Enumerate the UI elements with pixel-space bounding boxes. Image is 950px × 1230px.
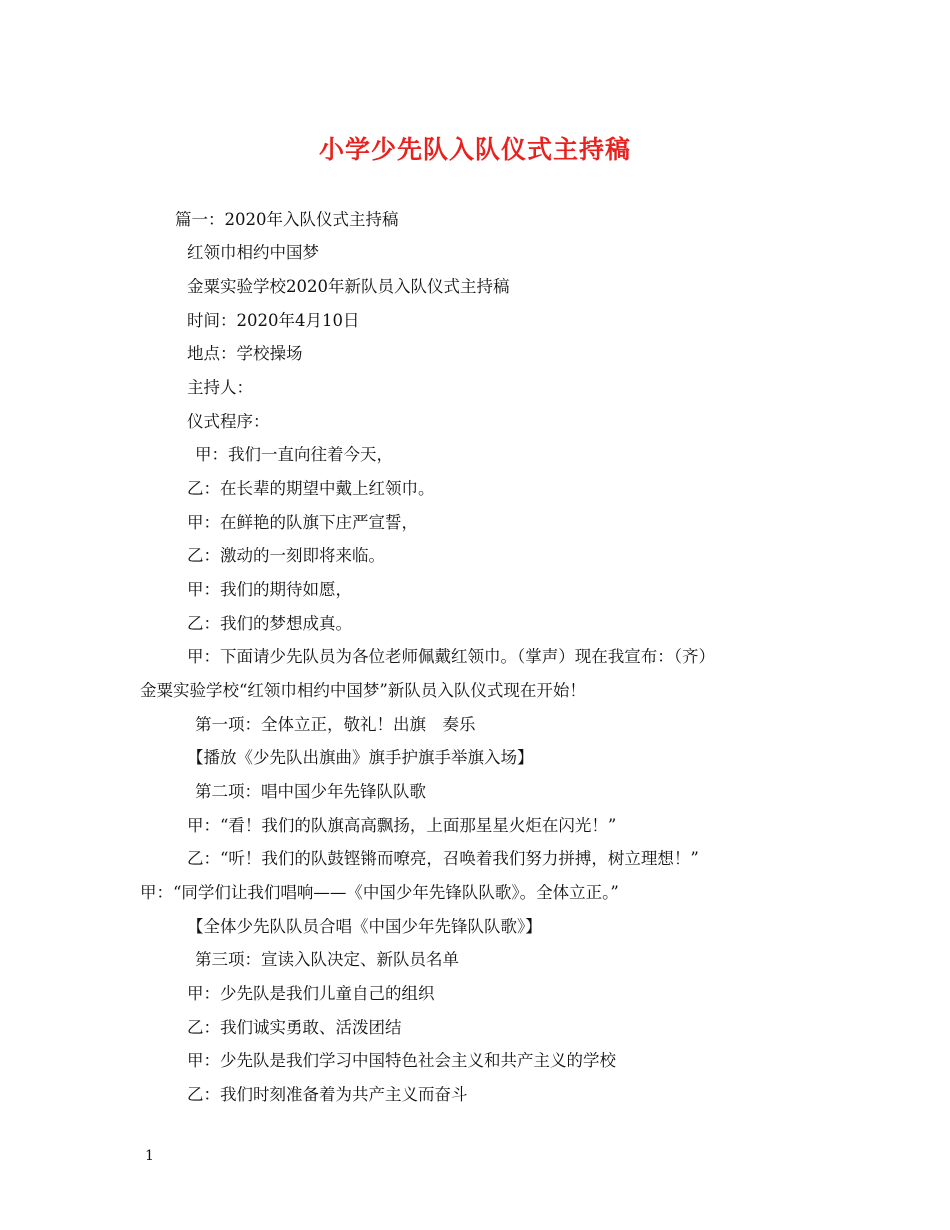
paragraph-line: 金粟实验学校2020年新队员入队仪式主持稿 [187,277,510,296]
paragraph-line: 乙：我们的梦想成真。 [187,614,352,633]
paragraph-line: 乙：我们时刻准备着为共产主义而奋斗 [187,1085,468,1104]
page-number: 1 [145,1148,154,1164]
paragraph-line: 甲：在鲜艳的队旗下庄严宣誓， [187,513,418,532]
paragraph-line: 乙：我们诚实勇敢、活泼团结 [187,1018,402,1037]
paragraph-line: 仪式程序： [187,412,270,431]
document-title: 小学少先队入队仪式主持稿 [318,135,631,164]
paragraph-line: 主持人： [187,378,253,397]
paragraph-line: 红领巾相约中国梦 [187,243,319,262]
paragraph-line: 甲：“看！我们的队旗高高飘扬，上面那星星火炬在闪光！” [187,816,617,835]
paragraph-line: 乙：在长辈的期望中戴上红领巾。 [187,479,435,498]
paragraph-line: 甲：“同学们让我们唱响——《中国少年先锋队队歌》。全体立正。” [140,883,619,902]
paragraph-line: 乙：激动的一刻即将来临。 [187,546,385,565]
paragraph-line: 甲：下面请少先队员为各位老师佩戴红领巾。（掌声）现在我宣布：（齐） [187,647,715,666]
paragraph-line: 金粟实验学校“红领巾相约中国梦”新队员入队仪式现在开始！ [140,681,586,700]
paragraph-line: 第一项：全体立正，敬礼！出旗 奏乐 [195,715,476,734]
paragraph-line: 【全体少先队队员合唱《中国少年先锋队队歌》】 [187,917,542,936]
paragraph-line: 第二项：唱中国少年先锋队队歌 [195,782,426,801]
paragraph-line: 甲：我们一直向往着今天， [195,445,393,464]
paragraph-line: 地点：学校操场 [187,344,303,363]
paragraph-line: 乙：“听！我们的队鼓铿锵而嘹亮，召唤着我们努力拼搏，树立理想！” [187,849,699,868]
paragraph-line: 第三项：宣读入队决定、新队员名单 [195,950,459,969]
paragraph-line: 甲：少先队是我们儿童自己的组织 [187,984,435,1003]
paragraph-line: 甲：少先队是我们学习中国特色社会主义和共产主义的学校 [187,1051,616,1070]
paragraph-line: 篇一：2020年入队仪式主持稿 [175,210,399,229]
paragraph-line: 【播放《少先队出旗曲》旗手护旗手举旗入场】 [187,748,534,767]
paragraph-line: 甲：我们的期待如愿， [187,580,352,599]
paragraph-line: 时间：2020年4月10日 [187,311,360,330]
